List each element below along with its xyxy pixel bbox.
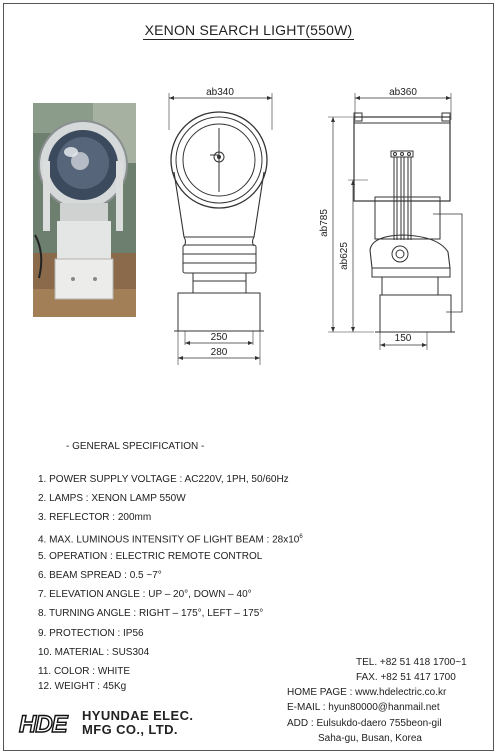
spec-item: 9. PROTECTION : IP56 <box>38 627 144 639</box>
page-title: XENON SEARCH LIGHT(550W) <box>144 22 353 38</box>
spec-item: 8. TURNING ANGLE : RIGHT – 175°, LEFT – 175° <box>38 608 264 620</box>
spec-item: 7. ELEVATION ANGLE : UP – 20°, DOWN – 40° <box>38 589 252 601</box>
spec-heading: - GENERAL SPECIFICATION - <box>66 441 205 452</box>
spec-item: 3. REFLECTOR : 200mm <box>38 512 152 524</box>
side-base-label: 150 <box>394 333 412 344</box>
address-line-1: ADD : Eulsukdo-daero 755beon-gil <box>287 717 442 729</box>
spec-item: 1. POWER SUPPLY VOLTAGE : AC220V, 1PH, 50/60Hz <box>38 474 289 485</box>
fax-text: FAX. +82 51 417 1700 <box>356 672 456 684</box>
side-width-label: ab360 <box>389 87 417 98</box>
company-name <box>82 709 193 737</box>
spec-item: 11. COLOR : WHITE <box>38 665 131 677</box>
contact-phone-block <box>356 655 467 686</box>
product-photo <box>33 103 136 317</box>
front-base-outer-label: 280 <box>210 347 228 358</box>
spec-list <box>38 470 303 694</box>
spec-item: 10. MATERIAL : SUS304 <box>38 646 150 658</box>
spec-item: 12. WEIGHT : 45Kg <box>38 680 127 692</box>
company-line-2: MFG CO., LTD. <box>82 722 178 737</box>
spec-item: 4. MAX. LUMINOUS INTENSITY OF LIGHT BEAM : $28x10^6$ <box>38 533 303 545</box>
spec-item: 6. BEAM SPREAD : 0.5 ~7° <box>38 569 162 581</box>
email-link[interactable]: E-MAIL : hyun80000@hanmail.net <box>287 702 440 714</box>
logo-mark: HDE <box>19 711 67 738</box>
company-line-1: HYUNDAE ELEC. <box>82 708 194 723</box>
spec-item: 2. LAMPS : XENON LAMP 550W <box>38 493 186 505</box>
tel-text: TEL. +82 51 418 1700~1 <box>356 657 467 668</box>
front-base-inner-label: 250 <box>210 332 228 343</box>
base-height-label: ab625 <box>339 242 350 270</box>
spec-item: 5. OPERATION : ELECTRIC REMOTE CONTROL <box>38 550 263 562</box>
address-line-2: Saha-gu, Busan, Korea <box>318 732 422 744</box>
contact-info-block <box>287 685 446 746</box>
technical-drawing <box>150 80 480 380</box>
spec-superscript: 6 <box>299 533 303 540</box>
homepage-link[interactable]: HOME PAGE : www.hdelectric.co.kr <box>287 687 447 698</box>
front-width-label: ab340 <box>206 87 234 98</box>
overall-height-label: ab785 <box>319 209 330 237</box>
